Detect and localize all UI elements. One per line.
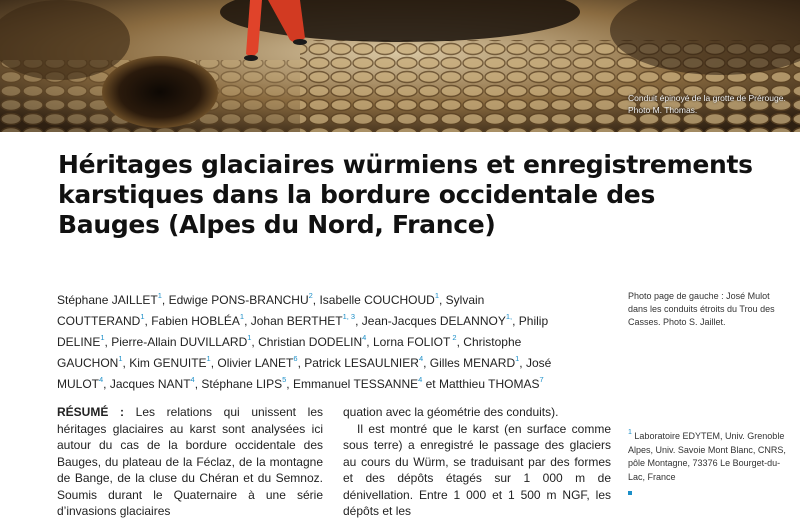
author-affiliation-sup: 4: [362, 333, 367, 342]
author-affiliation-sup: 1: [239, 312, 245, 321]
author-affiliation-sup: 1: [118, 354, 123, 363]
body-paragraph-1: quation avec la géométrie des conduits).: [343, 405, 559, 419]
author-name: Christian DODELIN: [258, 335, 363, 349]
author-name: Lorna FOLIOT: [372, 335, 451, 349]
author-name: Johan BERTHET: [250, 314, 343, 328]
author-affiliation-sup: 2: [450, 333, 457, 342]
author-affiliation-sup: 5: [282, 375, 287, 384]
author-name: Jacques NANT: [109, 377, 191, 391]
author-name: Emmanuel TESSANNE: [292, 377, 419, 391]
author-name: Matthieu THOMAS: [438, 377, 540, 391]
author-name: Sylvain COUTTERAND: [57, 293, 485, 328]
author-list: Stéphane JAILLET$^1$, Edwige PONS-BRANCHU$^2$, Isabelle COUCHOUD$^1$, Sylvain COUTTERAND$^1$, Fabien HOBLÉA$^1$, Johan BERTHET$^{1, 3}$, Jean-Jacques $DELANNOY^{1,}$, Philip DELINE$^1$, Pierre-Allain DUVILLARD$^1$, Christian DODELIN$^4$, Lorna FOLIOT $^2$, Christophe GAUCHON$^1$, Kim GENUITE$^1$, Olivier LANET$^6$, Patrick LESAULNIER$^4$, Gilles MENARD$^1$, José MULOT$^4$, Jacques NANT$^4$, Stéphane LIPS$^5$, Emmanuel TESSANNE$^4$ et Matthieu THOMAS$^7$: [57, 291, 552, 391]
author-affiliation-sup: 1: [100, 333, 105, 342]
author-name: Isabelle COUCHOUD: [319, 293, 435, 307]
author-affiliation-sup: 1,: [505, 312, 513, 321]
author-affiliation-sup: 4: [99, 375, 104, 384]
author-affiliation-sup: 4: [418, 375, 423, 384]
author-name: Gilles MENARD: [429, 356, 516, 370]
author-name: Patrick LESAULNIER: [304, 356, 419, 370]
author-affiliation-sup: 4: [190, 375, 195, 384]
photo-credit-note: Photo page de gauche : José Mulot dans les conduits étroits du Trou des Casses. Photo S. Jaillet.: [628, 291, 775, 327]
article-title: Héritages glaciaires würmiens et enregistrements karstiques dans la bordure occidentale des Bauges (Alpes du Nord, France): [58, 150, 753, 239]
abstract-text: Les relations qui unissent les héritages glaciaires au karst sont analysées ici autour du cas de la bordure occidentale des Bauges, du plateau de la Féclaz, de la montagne de Bange, de la cluse du Chéran et du Semnoz. Soumis durant le Quaternaire à une série d’invasions glaciaires: [57, 405, 324, 518]
author-affiliation-sup: 1: [434, 291, 439, 300]
body-paragraph-2: Il est montré que le karst (en surface comme sous terre) a enregistré le passage des glaciers au cours du Würm, se traduisant par des formes et des dépôts étagés sur 1 000 m de dénivellation. Entre 1 000 et 1 500 m NGF, les dépôts et les: [343, 421, 611, 518]
author-affiliation-sup: 7: [539, 375, 544, 384]
photo-caption: Conduit épinoyé de la grotte de Prérouge. Photo M. Thomas.: [628, 93, 786, 115]
affiliation-text: Laboratoire EDYTEM, Univ. Grenoble Alpes, Univ. Savoie Mont Blanc, CNRS, pôle Montagne, 73376 Le Bourget-du-Lac, France: [628, 431, 786, 482]
author-name: Olivier LANET: [217, 356, 294, 370]
abstract-label: RÉSUMÉ :: [57, 405, 124, 419]
affiliation-marker: 1: [628, 429, 632, 436]
author-name: José MULOT: [57, 356, 552, 391]
affiliation-note: [628, 430, 788, 484]
author-name: Pierre-Allain DUVILLARD: [111, 335, 248, 349]
author-affiliation-sup: 1: [140, 312, 145, 321]
author-name: Stéphane LIPS: [201, 377, 283, 391]
author-affiliation-sup: 2: [308, 291, 313, 300]
author-affiliation-sup: 1: [157, 291, 162, 300]
author-affiliation-sup: 4: [418, 354, 424, 363]
author-name: Kim GENUITE: [129, 356, 207, 370]
author-name: Edwige PONS-BRANCHU: [168, 293, 309, 307]
footnote-marker: [628, 491, 632, 495]
author-affiliation-sup: 1, 3: [342, 312, 356, 321]
author-name: Jean-Jacques DELANNOY: [361, 314, 506, 328]
body-column: [343, 404, 611, 520]
author-name: Philip DELINE: [57, 314, 549, 349]
author-affiliation-sup: 1: [515, 354, 520, 363]
header-photo: [0, 0, 800, 132]
author-affiliation-sup: 1: [206, 354, 211, 363]
author-affiliation-sup: 1: [247, 333, 252, 342]
author-name: Stéphane JAILLET: [57, 293, 158, 307]
author-name: Fabien HOBLÉA: [151, 314, 240, 328]
abstract-paragraph: [57, 404, 323, 520]
author-name: Christophe GAUCHON: [57, 335, 522, 370]
author-affiliation-sup: 6: [293, 354, 298, 363]
